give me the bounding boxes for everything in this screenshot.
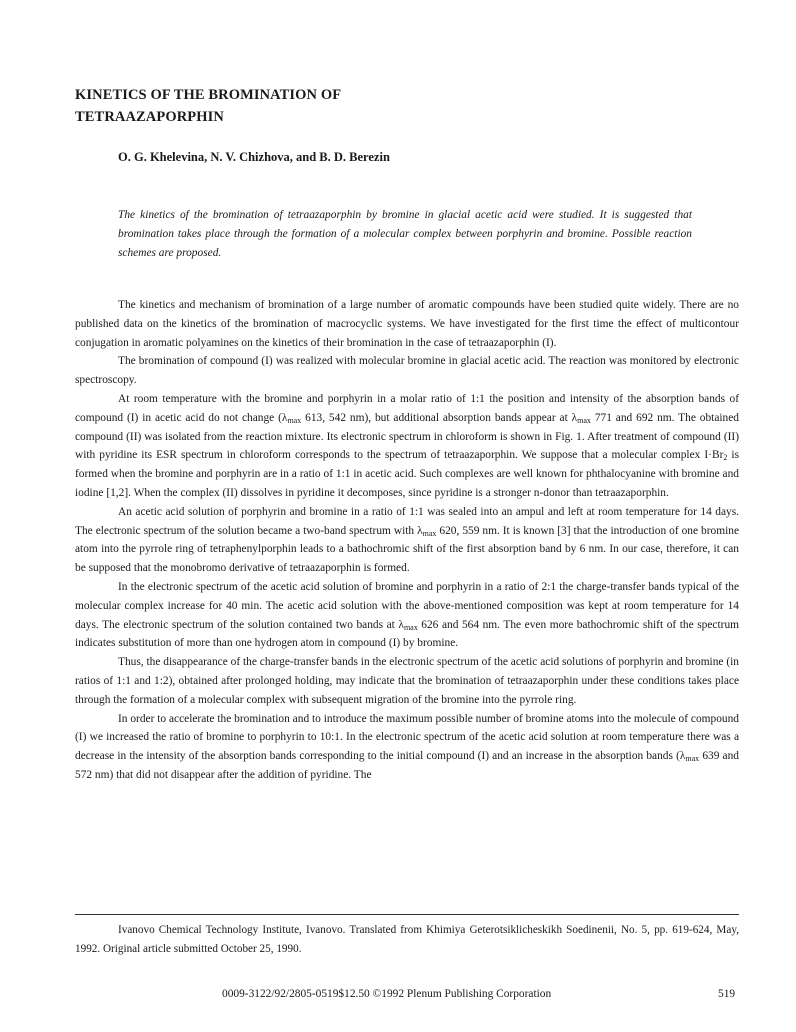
paragraph-1: The kinetics and mechanism of bromination of a large number of aromatic compounds have been studied quite widely. There are no published data on the kinetics of the bromination of macrocyclic systems. We have investigated for the first time the effect of multicontour conjugation in aromatic polyamines on the kinetics of their bromination in the case of tetraazaporphin (I).: [75, 299, 739, 349]
title-line-2: TETRAAZAPORPHIN: [75, 109, 224, 125]
paragraph-7: In order to accelerate the bromination and to introduce the maximum possible number of bromine atoms into the molecule of compound (I) we increased the ratio of bromine to porphyrin to 10:1. In the electronic spectrum of the acetic acid solution at room temperature there was a decrease in the intensity of the absorption bands corresponding to the initial compound (I) and an increase in the absorption bands ($\lambda_{max}$ 639 and 572 nm) that did not disappear after the addition of pyridine. The: [75, 712, 739, 781]
body-text: [75, 296, 739, 785]
paragraph-6: Thus, the disappearance of the charge-transfer bands in the electronic spectrum of the acetic acid solutions of porphyrin and bromine (in ratios of 1:1 and 1:2), obtained after prolonged holding, may indicate that the bromination of tetraazaporphin under these conditions takes place through the formation of a molecular complex with subsequent migration of the bromine into the pyrrole ring.: [75, 656, 739, 706]
paragraph-5: In the electronic spectrum of the acetic acid solution of bromine and porphyrin in a ratio of 2:1 the charge-transfer bands typical of the molecular complex increase for 40 min. The acetic acid solution with the above-mentioned composition was kept at room temperature for 14 days. The electronic spectrum of the solution contained two bands at $\lambda_{max}$ 626 and 564 nm. The even more bathochromic shift of the spectrum indicates substitution of more than one hydrogen atom in compound (I) by bromine.: [75, 580, 739, 650]
footnote-text: Ivanovo Chemical Technology Institute, Ivanovo. Translated from Khimiya Geterotsiklicheskikh Soedinenii, No. 5, pp. 619-624, May, 1992. Original article submitted October 25, 1990.: [75, 924, 739, 955]
paragraph-3: At room temperature with the bromine and porphyrin in a molar ratio of 1:1 the position and intensity of the absorption bands of compound (I) in acetic acid do not change ($\lambda_{max}$ 613, 542 nm), but additional absorption bands appear at $\lambda_{max}$ 771 and 692 nm. The obtained compound (II) was isolated from the reaction mixture. Its electronic spectrum in chloroform is shown in Fig. 1. After treatment of compound (II) with pyridine its ESR spectrum in chloroform corresponds to the spectrum of tetraazaporphin. We suppose that a molecular complex $I\cdot Br_2$ is formed when the bromine and porphyrin are in a ratio of 1:1 in acetic acid. Such complexes are well known for phthalocyanine with bromine and iodine [1,2]. When the complex (II) dissolves in pyridine it decomposes, since pyridine is a stronger n-donor than tetraazaporphin.: [75, 392, 740, 499]
title-line-1: KINETICS OF THE BROMINATION OF: [75, 87, 342, 103]
abstract: The kinetics of the bromination of tetraazaporphin by bromine in glacial acetic acid were studied. It is suggested that bromination takes place through the formation of a molecular complex between porphyrin and bromine. Possible reaction schemes are proposed.: [118, 209, 692, 259]
copyright-code: 0009-3122/92/2805-0519$12.50 ©1992 Plenum Publishing Corporation: [222, 988, 552, 1000]
authors: O. G. Khelevina, N. V. Chizhova, and B. D. Berezin: [118, 150, 390, 164]
page-number: 519: [718, 988, 736, 1000]
paragraph-4: An acetic acid solution of porphyrin and bromine in a ratio of 1:1 was sealed into an ampul and left at room temperature for 14 days. The electronic spectrum of the solution became a two-band spectrum with $\lambda_{max}$ 620, 559 nm. It is known [3] that the introduction of one bromine atom into the pyrrole ring of tetraphenylporphin leads to a bathochromic shift of the first absorption band by 6 nm. In our case, therefore, it can be supposed that the monobromo derivative of tetraazaporphin is formed.: [75, 505, 739, 575]
paper-title: [75, 84, 595, 128]
paragraph-2: The bromination of compound (I) was realized with molecular bromine in glacial acetic acid. The reaction was monitored by electronic spectroscopy.: [75, 355, 739, 387]
footnote: [75, 914, 739, 959]
